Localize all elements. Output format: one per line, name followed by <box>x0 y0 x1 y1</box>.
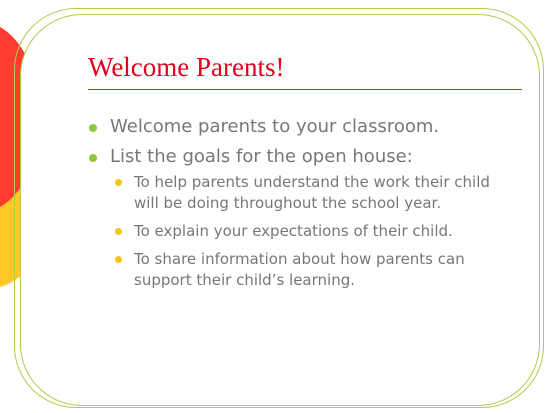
sub-bullet-item <box>110 172 518 214</box>
bullet-list <box>88 114 518 298</box>
title-underline <box>88 89 522 90</box>
bullet-text: Welcome parents to your classroom. <box>110 116 440 137</box>
sub-bullet-text: To explain your expectations of their child. <box>134 222 453 240</box>
bullet-item-goals <box>88 144 518 291</box>
bullet-dot-icon <box>89 154 97 162</box>
bullet-text: List the goals for the open house: <box>110 146 413 167</box>
bullet-item-welcome <box>88 114 518 140</box>
sub-bullet-list <box>110 172 518 291</box>
sub-bullet-item <box>110 249 518 291</box>
sub-bullet-item <box>110 221 518 242</box>
sub-bullet-text: To help parents understand the work their child will be doing throughout the school year. <box>134 173 490 212</box>
sub-bullet-text: To share information about how parents can support their child’s learning. <box>134 250 465 289</box>
bullet-dot-icon <box>89 124 97 132</box>
sub-bullet-dot-icon <box>115 228 122 235</box>
sub-bullet-dot-icon <box>115 256 122 263</box>
sub-bullet-dot-icon <box>115 179 122 186</box>
slide-title: Welcome Parents! <box>88 52 285 82</box>
